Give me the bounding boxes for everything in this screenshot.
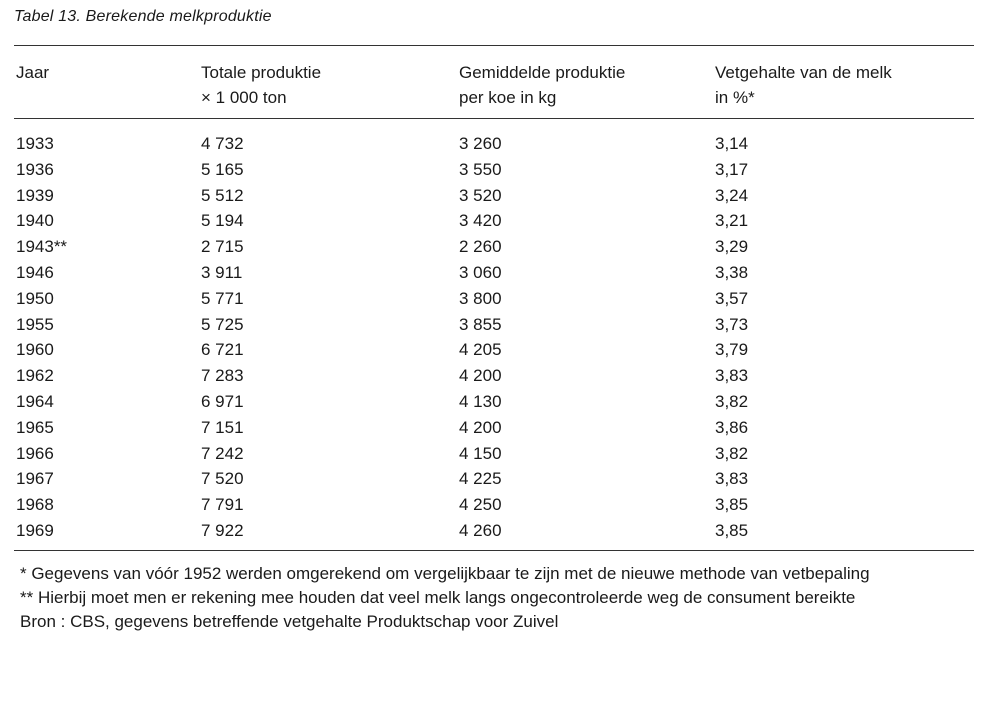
header-fat-line1: Vetgehalte van de melk — [715, 63, 892, 82]
cell-total: 6 721 — [201, 340, 244, 360]
table-row — [0, 337, 990, 363]
cell-total: 7 151 — [201, 417, 244, 437]
table-row — [0, 441, 990, 467]
cell-per-cow: 3 800 — [459, 288, 502, 308]
cell-fat: 3,83 — [715, 366, 749, 386]
cell-fat: 3,73 — [715, 314, 749, 334]
bottom-rule — [14, 550, 974, 551]
cell-per-cow: 4 250 — [459, 495, 502, 515]
header-fat — [715, 60, 892, 110]
cell-total: 5 165 — [201, 159, 244, 179]
table-row — [0, 260, 990, 286]
cell-per-cow: 3 855 — [459, 314, 502, 334]
table-row — [0, 234, 990, 260]
cell-fat: 3,57 — [715, 288, 749, 308]
cell-total: 5 512 — [201, 185, 244, 205]
cell-total: 7 791 — [201, 495, 244, 515]
cell-per-cow: 3 520 — [459, 185, 502, 205]
cell-total: 2 715 — [201, 237, 244, 257]
footnote-2: ** Hierbij moet men er rekening mee houden dat veel melk langs ongecontroleerde weg de consument bereikte — [20, 588, 856, 607]
cell-fat: 3,17 — [715, 159, 749, 179]
header-year — [16, 60, 49, 85]
cell-year: 1960 — [16, 340, 54, 360]
cell-total: 7 283 — [201, 366, 244, 386]
table-row — [0, 363, 990, 389]
footnote-1: * Gegevens van vóór 1952 werden omgerekend om vergelijkbaar te zijn met de nieuwe methode van vetbepaling — [20, 564, 870, 583]
table-row — [0, 312, 990, 338]
table-row — [0, 131, 990, 157]
cell-total: 3 911 — [201, 262, 243, 282]
cell-year: 1969 — [16, 520, 54, 540]
header-fat-line2: in %* — [715, 88, 755, 107]
cell-fat: 3,86 — [715, 417, 749, 437]
cell-total: 7 520 — [201, 469, 244, 489]
cell-year: 1967 — [16, 469, 54, 489]
top-rule — [14, 45, 974, 46]
cell-fat: 3,29 — [715, 237, 749, 257]
header-total-line2: × 1 000 ton — [201, 88, 287, 107]
cell-year: 1946 — [16, 262, 54, 282]
table-row — [0, 492, 990, 518]
header-year-line1: Jaar — [16, 63, 50, 82]
cell-year: 1955 — [16, 314, 54, 334]
cell-per-cow: 3 550 — [459, 159, 502, 179]
table-body — [0, 131, 990, 544]
table-row — [0, 208, 990, 234]
table-row — [0, 183, 990, 209]
header-total-line1: Totale produktie — [201, 63, 322, 82]
header-per-cow-line1: Gemiddelde produktie — [459, 63, 626, 82]
table-row — [0, 466, 990, 492]
cell-per-cow: 4 205 — [459, 340, 502, 360]
header-total — [201, 60, 321, 110]
cell-fat: 3,21 — [715, 211, 749, 231]
cell-year: 1964 — [16, 391, 54, 411]
table-row — [0, 157, 990, 183]
cell-total: 7 242 — [201, 443, 244, 463]
cell-total: 5 194 — [201, 211, 244, 231]
cell-per-cow: 4 200 — [459, 417, 502, 437]
cell-year: 1950 — [16, 288, 54, 308]
header-per-cow-line2: per koe in kg — [459, 88, 557, 107]
cell-fat: 3,85 — [715, 520, 749, 540]
header-rule — [14, 118, 974, 119]
cell-per-cow: 4 200 — [459, 366, 502, 386]
cell-fat: 3,79 — [715, 340, 749, 360]
cell-per-cow: 4 260 — [459, 520, 502, 540]
cell-fat: 3,85 — [715, 495, 749, 515]
cell-total: 6 971 — [201, 391, 244, 411]
header-per-cow — [459, 60, 625, 110]
cell-fat: 3,24 — [715, 185, 749, 205]
cell-year: 1939 — [16, 185, 54, 205]
cell-per-cow: 2 260 — [459, 237, 502, 257]
cell-per-cow: 4 150 — [459, 443, 502, 463]
cell-fat: 3,14 — [715, 134, 749, 153]
table-row — [0, 415, 990, 441]
table-row — [0, 389, 990, 415]
cell-per-cow: 3 420 — [459, 211, 502, 231]
cell-per-cow: 4 130 — [459, 391, 502, 411]
cell-per-cow: 3 060 — [459, 262, 502, 282]
table-row — [0, 518, 990, 544]
cell-fat: 3,38 — [715, 262, 749, 282]
cell-fat: 3,82 — [715, 391, 749, 411]
cell-per-cow: 3 260 — [459, 134, 502, 153]
cell-year: 1940 — [16, 211, 54, 231]
table-row — [0, 286, 990, 312]
cell-total: 4 732 — [201, 134, 244, 153]
cell-total: 7 922 — [201, 520, 244, 540]
table-caption: Tabel 13. Berekende melkproduktie — [14, 8, 272, 25]
cell-year: 1965 — [16, 417, 54, 437]
cell-year: 1933 — [16, 134, 54, 153]
cell-year: 1936 — [16, 159, 54, 179]
cell-year: 1962 — [16, 366, 54, 386]
cell-per-cow: 4 225 — [459, 469, 502, 489]
cell-year: 1968 — [16, 495, 54, 515]
cell-year: 1966 — [16, 443, 54, 463]
cell-fat: 3,82 — [715, 443, 749, 463]
cell-total: 5 725 — [201, 314, 244, 334]
footnotes — [20, 562, 976, 634]
cell-year: 1943** — [16, 237, 68, 257]
cell-total: 5 771 — [201, 288, 244, 308]
cell-fat: 3,83 — [715, 469, 749, 489]
source-note: Bron : CBS, gegevens betreffende vetgehalte Produktschap voor Zuivel — [20, 612, 559, 631]
